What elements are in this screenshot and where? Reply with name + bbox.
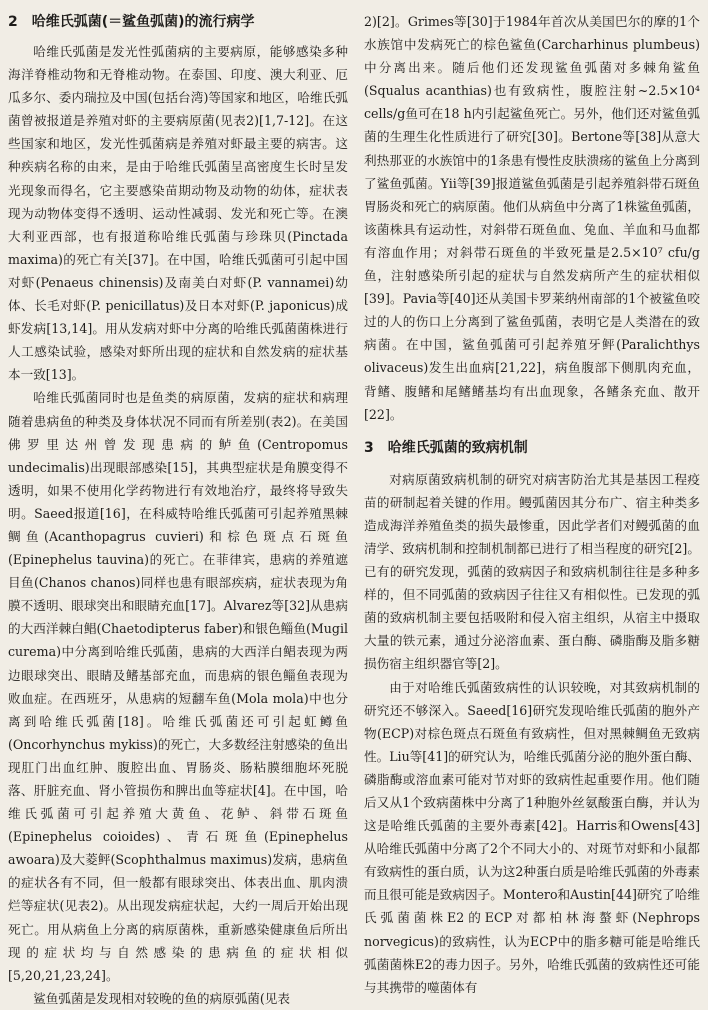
left-paragraph-1: 哈维氏弧菌是发光性弧菌病的主要病原，能够感染多种海洋脊椎动物和无脊椎动物。在泰国、印度、澳大利亚、厄瓜多尔、委内瑞拉及中国(包括台湾)等国家和地区，哈维氏弧菌曾被报道是养殖对虾的主要病原菌(见表2)[1,7-12]。在这些国家和地区，发光性弧菌病是养殖对虾最主要的病害。这种疾病名称的由来，是由于哈维氏弧菌呈高密度生长时呈发光现象而得名，它主要感染苗期动物及动物的幼体，症状表现为动物体变得不透明、运动性减弱、发光和死亡等。在澳大利亚西部，也有报道称哈维氏弧菌与珍珠贝(Pinctada maxima)的死亡有关[37]。在中国，哈维氏弧菌可引起中国对虾(Penaeus chinensis)及南美白对虾(P. vannamei)幼体、长毛对虾(P. penicillatus)及日本对虾(P. japonicus)成虾发病[13,14]。用从发病对虾中分离的哈维氏弧菌菌株进行人工感染试验，感染对虾所出现的症状和自然发病的症状基本一致[13]。 xyxy=(8,44,348,383)
right-paragraph-2: 对病原菌致病机制的研究对病害防治尤其是基因工程疫苗的研制起着关键的作用。鳗弧菌因其分布广、宿主种类多造成海洋养殖鱼类的损失最惨重，因此学者们对鳗弧菌的血清学、致病机制和控制机制都已进行了相当程度的研究[2]。已有的研究发现，弧菌的致病因子和致病机制往往是多种多样的，但不同弧菌的致病因子往往又有相似性。已发现的弧菌的致病机制主要包括吸附和侵入宿主组织，从宿主中摄取大量的铁元素，通过分泌溶血素、蛋白酶、磷脂酶及脂多糖损伤宿主组织器官等[2]。 xyxy=(364,471,700,672)
section-2-heading: 2 哈维氏弧菌(＝鲨鱼弧菌)的流行病学 xyxy=(8,14,255,30)
left-column xyxy=(8,10,348,1010)
left-paragraph-3: 鲨鱼弧菌是发现相对较晚的鱼的病原弧菌(见表 xyxy=(33,990,290,1006)
section-3-heading: 3 哈维氏弧菌的致病机制 xyxy=(364,439,528,456)
right-paragraph-1-continued: 2)[2]。Grimes等[30]于1984年首次从美国巴尔的摩的1个水族馆中发病死亡的棕色鲨鱼(Carcharhinus plumbeus)中分离出来。随后他们还发现鲨鱼弧菌对多棘角鲨鱼(Squalus acanthias)也有致病性，腹腔注射~2.5×10⁴ cells/g鱼可在18 h内引起鲨鱼死亡。另外，他们还对鲨鱼弧菌的生理生化性质进行了研究[30]。Bertone等[38]从意大利热那亚的水族馆中的1条患有慢性皮肤溃疡的鲨鱼上分离到了鲨鱼弧菌。Yii等[39]报道鲨鱼弧菌是引起养殖斜带石斑鱼胃肠炎和死亡的病原菌。他们从病鱼中分离了1株鲨鱼弧菌，该菌株具有运动性，对斜带石斑鱼血、兔血、羊血和马血都有溶血作用；对斜带石斑鱼的半致死量是2.5×10⁷ cfu/g鱼，注射感染所引起的症状与自然发病所产生的症状相似[39]。Pavia等[40]还从美国卡罗莱纳州南部的1个被鲨鱼咬过的人的伤口上分离到了鲨鱼弧菌，表明它是人类潜在的致病菌。在中国，鲨鱼弧菌可引起养殖牙鲆(Paralichthys olivaceus)发生出血病[21,22]，病鱼腹部下侧肌肉充血，背鳍、腹鳍和尾鳍鳍基均有出血现象，各鳍条充血、散开[22]。 xyxy=(364,14,700,422)
right-column xyxy=(364,10,700,999)
right-paragraph-3: 由于对哈维氏弧菌致病性的认识较晚，对其致病机制的研究还不够深入。Saeed[16]研究发现哈维氏弧菌的胞外产物(ECP)对棕色斑点石斑鱼有致病性，但对黑棘鲷鱼无致病性。Liu等[41]的研究认为，哈维氏弧菌分泌的胞外蛋白酶、磷脂酶或溶血素可能对节对虾的致病性起重要作用。他们随后又从1个致病菌株中分离了1种胞外丝氨酸蛋白酶，并认为这是哈维氏弧菌的主要外毒素[42]。Harris和Owens[43]从哈维氏弧菌中分离了2个不同大小的、对斑节对虾和小鼠都有致病性的蛋白质，认为这2种蛋白质是哈维氏弧菌的外毒素而且很可能是致病因子。Montero和Austin[44]研究了哈维氏弧菌菌株E2的ECP对都柏林海螯虾(Nephrops norvegicus)的致病性，认为ECP中的脂多糖可能是哈维氏弧菌菌株E2的毒力因子。另外，哈维氏弧菌的致病性还可能与其携带的噬菌体有 xyxy=(364,679,701,995)
left-paragraph-2: 哈维氏弧菌同时也是鱼类的病原菌，发病的症状和病理随着患病鱼的种类及身体状况不同而有所差别(表2)。在美国佛罗里达州曾发现患病的鲈鱼(Centropomus undecimalis)出现眼部感染[15]，其典型症状是角膜变得不透明，如果不使用化学药物进行有效地治疗，最终将导致失明。Saeed报道[16]，在科威特哈维氏弧菌可引起养殖黑棘鲷鱼(Acanthopagrus cuvieri)和棕色斑点石斑鱼(Epinephelus tauvina)的死亡。在菲律宾，患病的养殖遮目鱼(Chanos chanos)同样也患有眼部疾病，症状表现为角膜不透明、眼球突出和眼睛充血[17]。Alvarez等[32]从患病的大西洋棘白鲳(Chaetodipterus faber)和银色鲻鱼(Mugil curema)中分离到哈维氏弧菌，患病的大西洋白鲳表现为两边眼球突出、眼睛及鳍基部充血，而患病的银色鲻鱼表现为败血症。在西班牙，从患病的短翻车鱼(Mola mola)中也分离到哈维氏弧菌[18]。哈维氏弧菌还可引起虹鳟鱼(Oncorhynchus mykiss)的死亡，大多数经注射感染的鱼出现肛门出血红肿、腹腔出血、胃肠炎、肠粘膜细胞坏死脱落、肝脏充血、肾小管损伤和脾出血等症状[4]。在中国，哈维氏弧菌可引起养殖大黄鱼、花鲈、斜带石斑鱼(Epinephelus coioides)、青石斑鱼(Epinephelus awoara)及大菱鲆(Scophthalmus maximus)发病，患病鱼的症状各有不同，但一般都有眼球突出、体表出血、肌肉溃烂等症状(见表2)。从出现发病症状起，大约一周后开始出现死亡。用从病鱼上分离的病原菌株，重新感染健康鱼后所出现的症状均与自然感染的患病鱼的症状相似[5,20,21,23,24]。 xyxy=(8,390,348,983)
